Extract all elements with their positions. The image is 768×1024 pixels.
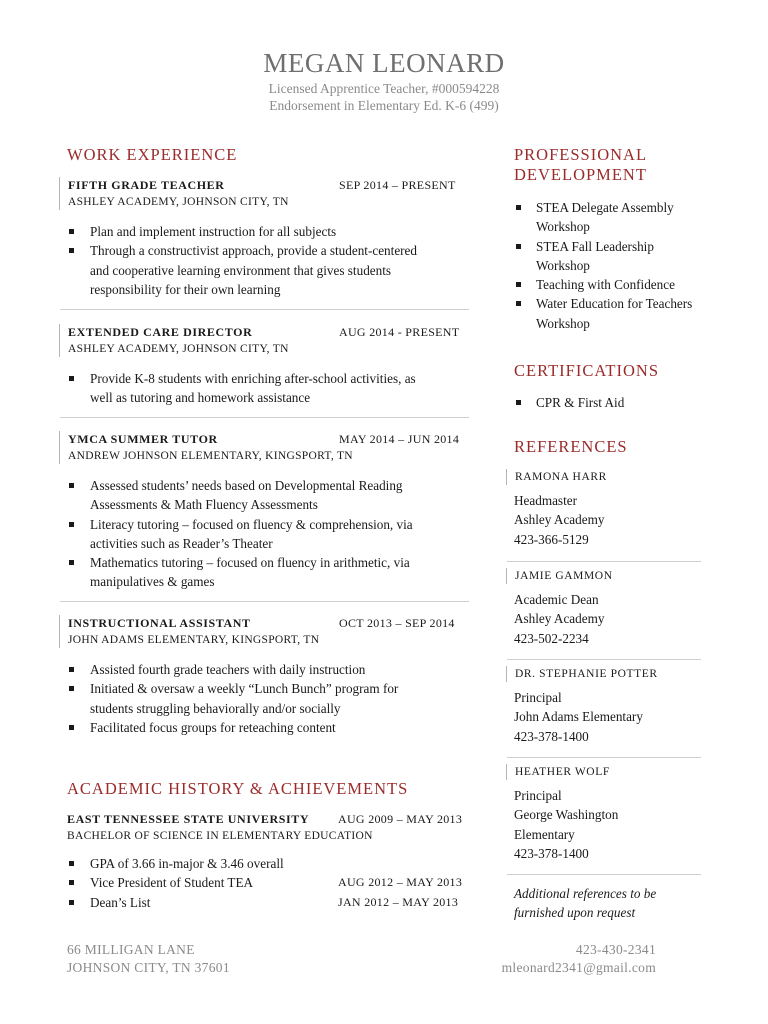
candidate-name: MEGAN LEONARD [263,48,505,78]
list-item: Plan and implement instruction for all subjects [90,222,439,241]
education-entry [59,811,469,912]
reference-phone: 423-366-5129 [514,531,589,547]
footer-address [67,941,230,977]
job-bullets [59,476,439,592]
phone-number: 423-430-2341 [575,942,656,957]
job-date: OCT 2013 – SEP 2014 [339,616,455,630]
professional-development-list [514,198,704,333]
resume-header [0,46,768,114]
professional-development-heading [514,145,647,185]
achievement-text: Vice President of Student TEA [90,875,254,891]
list-item: Initiated & oversaw a weekly “Lunch Bunch” program for students struggling behaviorally and/or socially [90,679,439,718]
reference-phone: 423-378-1400 [514,728,589,744]
list-item [59,893,469,912]
certifications-list [514,393,704,412]
education-date: AUG 2009 – MAY 2013 [338,812,463,826]
reference-organization: John Adams Elementary [514,709,643,725]
section-divider [507,874,701,875]
reference-organization: Ashley Academy [514,512,605,528]
section-divider [507,561,701,562]
address-line: JOHNSON CITY, TN 37601 [67,960,230,975]
email-address: mleonard2341@gmail.com [501,960,656,975]
job-title: EXTENDED CARE DIRECTOR [68,325,253,339]
heading-line: DEVELOPMENT [514,165,647,184]
job-entry [59,324,469,408]
job-organization: ASHLEY ACADEMY, JOHNSON CITY, TN [68,196,289,208]
reference-details [506,491,702,549]
list-item [59,854,469,873]
reference-organization: Ashley Academy [514,611,605,627]
job-header [59,615,469,648]
reference-entry [506,666,702,746]
degree-name: BACHELOR OF SCIENCE IN ELEMENTARY EDUCATION [67,830,373,842]
reference-details [506,786,636,863]
job-organization: JOHN ADAMS ELEMENTARY, KINGSPORT, TN [68,634,320,646]
reference-phone: 423-378-1400 [514,845,589,861]
achievement-text: GPA of 3.66 in-major & 3.46 overall [90,856,284,871]
job-organization: ASHLEY ACADEMY, JOHNSON CITY, TN [68,343,289,355]
references-heading: REFERENCES [514,437,628,456]
school-name: EAST TENNESSEE STATE UNIVERSITY [67,812,310,826]
list-item: Water Education for Teachers Workshop [536,294,704,333]
references-note: Additional references to be furnished upon request [514,886,657,921]
reference-phone: 423-502-2234 [514,630,589,646]
list-item: Assessed students’ needs based on Developmental Reading Assessments & Math Fluency Assessments [90,476,439,515]
job-header [59,431,469,464]
reference-name: JAMIE GAMMON [506,568,702,584]
heading-line: PROFESSIONAL [514,145,648,164]
list-item: Through a constructivist approach, provide a student-centered and cooperative learning environment that gives students responsibility for their own learning [90,241,439,299]
job-title: INSTRUCTIONAL ASSISTANT [68,616,251,630]
reference-entry [506,764,702,863]
job-bullets [59,222,439,299]
reference-organization: George Washington Elementary [514,807,619,842]
list-item: Assisted fourth grade teachers with daily instruction [90,660,439,679]
reference-details [506,590,702,648]
reference-details [506,688,702,746]
list-item: Literacy tutoring – focused on fluency & comprehension, via activities such as Reader’s Theater [90,515,439,554]
achievement-date: JAN 2012 – MAY 2013 [338,894,459,909]
section-divider [507,757,701,758]
job-date: MAY 2014 – JUN 2014 [339,432,460,446]
reference-name: DR. STEPHANIE POTTER [506,666,702,682]
achievement-date: AUG 2012 – MAY 2013 [338,875,463,890]
job-bullets [59,369,439,408]
footer-contact [502,941,656,977]
job-organization: ANDREW JOHNSON ELEMENTARY, KINGSPORT, TN [68,450,353,462]
section-divider [60,601,469,602]
job-header [59,324,469,357]
job-entry [59,177,469,299]
job-title: FIFTH GRADE TEACHER [68,178,225,192]
reference-entry [506,469,702,549]
reference-role: Principal [514,690,562,705]
list-item: STEA Delegate Assembly Workshop [536,198,704,237]
reference-name: HEATHER WOLF [506,764,702,780]
address-line: 66 MILLIGAN LANE [67,942,195,957]
list-item [59,873,469,892]
list-item: Mathematics tutoring – focused on fluency in arithmetic, via manipulatives & games [90,553,439,592]
work-experience-heading: WORK EXPERIENCE [67,145,238,164]
reference-name: RAMONA HARR [506,469,702,485]
license-line: Licensed Apprentice Teacher, #000594228 [268,81,500,96]
reference-entry [506,568,702,648]
list-item: STEA Fall Leadership Workshop [536,237,704,276]
job-entry [59,431,469,592]
achievement-list [59,854,469,912]
section-divider [507,659,701,660]
education-header [59,811,469,844]
achievement-text: Dean’s List [90,894,151,910]
list-item: Facilitated focus groups for reteaching content [90,718,439,737]
job-date: SEP 2014 – PRESENT [339,178,456,192]
endorsement-line: Endorsement in Elementary Ed. K-6 (499) [269,98,499,113]
reference-role: Headmaster [514,493,577,508]
certifications-heading: CERTIFICATIONS [514,361,660,380]
job-header [59,177,469,210]
job-date: AUG 2014 - PRESENT [339,325,460,339]
section-divider [60,417,469,418]
job-title: YMCA SUMMER TUTOR [68,432,218,446]
job-bullets [59,660,439,737]
list-item: CPR & First Aid [536,393,704,412]
list-item: Provide K-8 students with enriching after-school activities, as well as tutoring and homework assistance [90,369,439,408]
section-divider [60,309,469,310]
academic-heading: ACADEMIC HISTORY & ACHIEVEMENTS [67,779,409,798]
reference-role: Academic Dean [514,592,599,607]
reference-role: Principal [514,788,562,803]
list-item: Teaching with Confidence [536,275,704,294]
job-entry [59,615,469,737]
